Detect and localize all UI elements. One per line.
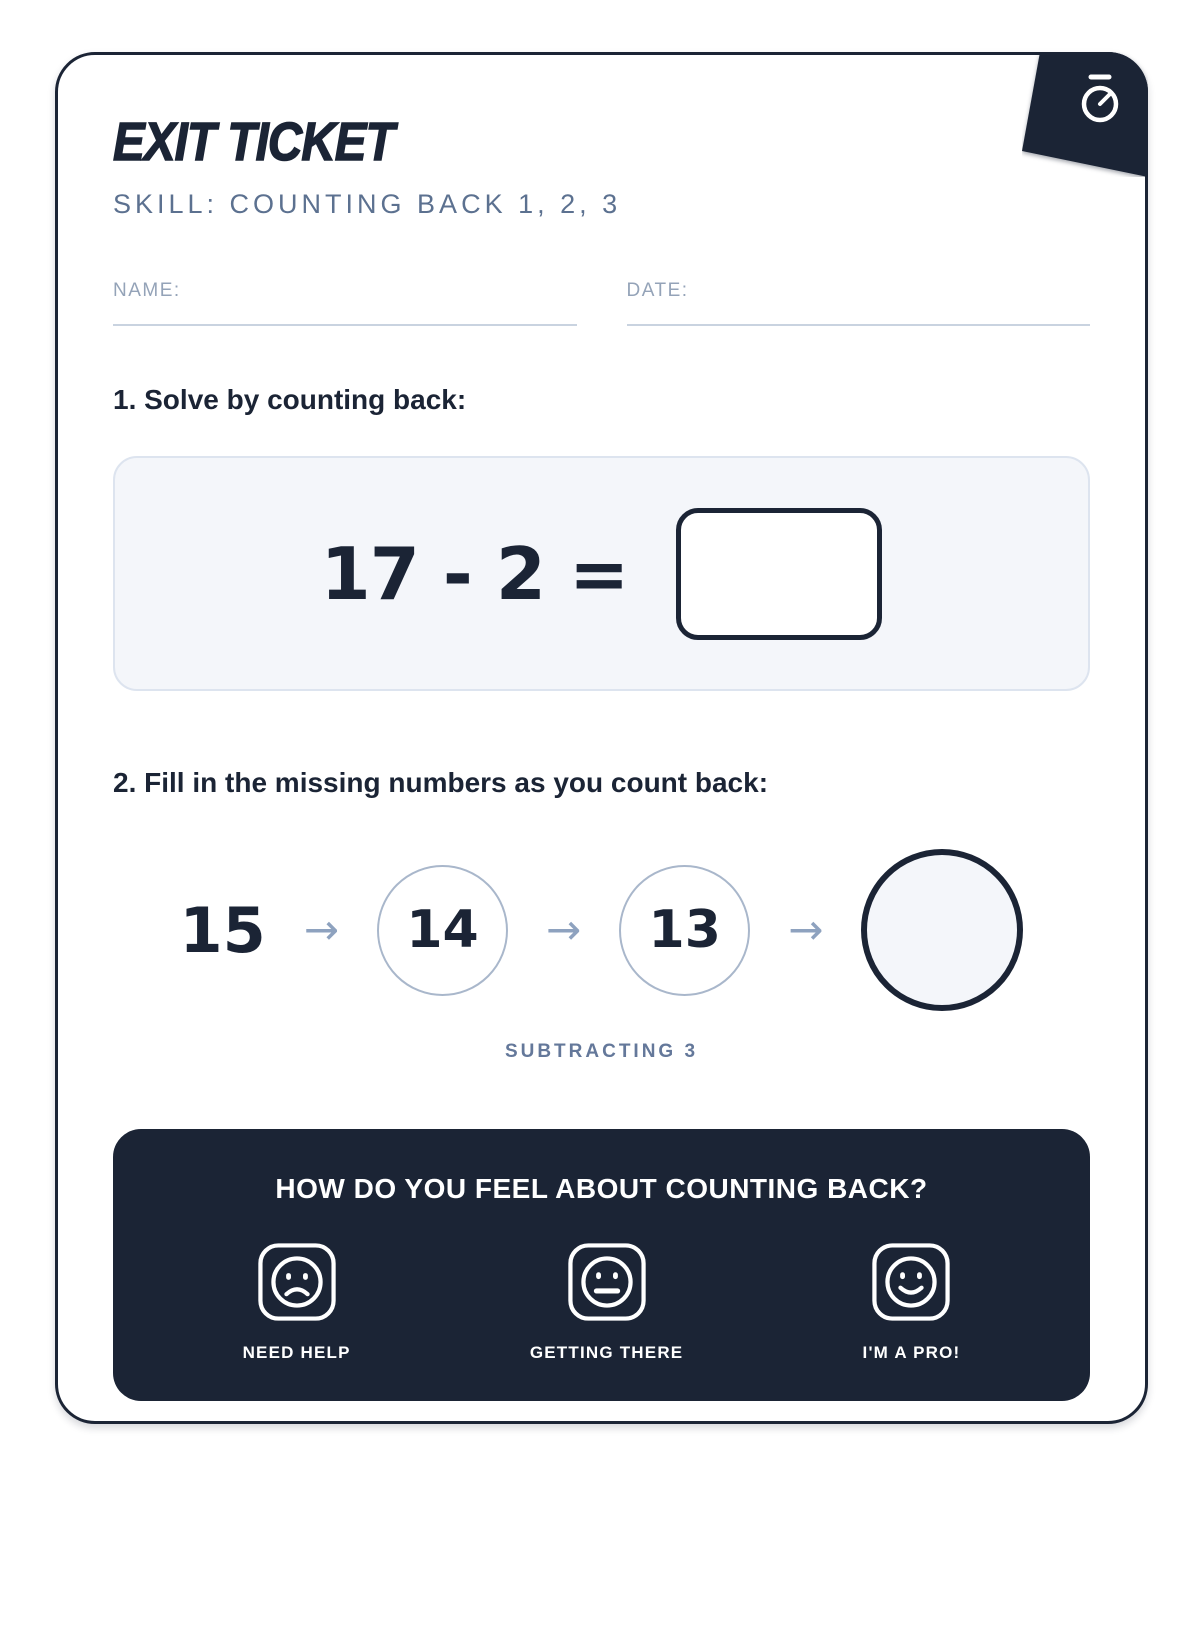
sad-face-icon — [258, 1243, 336, 1321]
answer-box[interactable] — [676, 508, 882, 640]
feedback-option-getting-there[interactable] — [530, 1243, 684, 1363]
sequence-caption: SUBTRACTING 3 — [504, 1041, 699, 1062]
sequence-start-number: 15 — [179, 893, 266, 967]
worksheet-card — [55, 52, 1148, 1424]
feedback-option-need-help[interactable] — [243, 1243, 351, 1363]
sequence-circle-empty[interactable] — [861, 849, 1023, 1011]
page-title: EXIT TICKET — [113, 112, 394, 172]
arrow-right-icon: → — [546, 905, 582, 954]
sequence-circle-filled — [377, 865, 508, 996]
date-label: DATE: — [626, 280, 689, 301]
feedback-options — [153, 1243, 1050, 1363]
feedback-label: GETTING THERE — [529, 1343, 684, 1362]
feedback-panel — [113, 1129, 1090, 1401]
happy-face-icon — [872, 1243, 950, 1321]
equation-text: 17 - 2 = — [320, 531, 629, 616]
name-label: NAME: — [113, 280, 181, 301]
equation-panel — [113, 456, 1090, 691]
question1-heading: 1. Solve by counting back: — [113, 384, 467, 415]
feedback-label: NEED HELP — [242, 1343, 351, 1362]
name-date-row — [113, 280, 1090, 326]
feedback-label: I'M A PRO! — [862, 1343, 961, 1362]
neutral-face-icon — [568, 1243, 646, 1321]
date-field[interactable] — [627, 280, 1091, 326]
sequence-circle-filled — [619, 865, 750, 996]
name-field[interactable] — [113, 280, 577, 326]
feedback-heading: HOW DO YOU FEEL ABOUT COUNTING BACK? — [275, 1173, 928, 1204]
arrow-right-icon: → — [788, 905, 824, 954]
skill-subtitle: SKILL: COUNTING BACK 1, 2, 3 — [113, 189, 622, 219]
feedback-option-im-a-pro[interactable] — [863, 1243, 961, 1363]
sequence-value: 13 — [648, 900, 721, 960]
arrow-right-icon: → — [303, 905, 340, 954]
counting-sequence — [113, 849, 1090, 1011]
question2-heading: 2. Fill in the missing numbers as you count back: — [113, 767, 769, 798]
sequence-value: 14 — [406, 900, 479, 960]
